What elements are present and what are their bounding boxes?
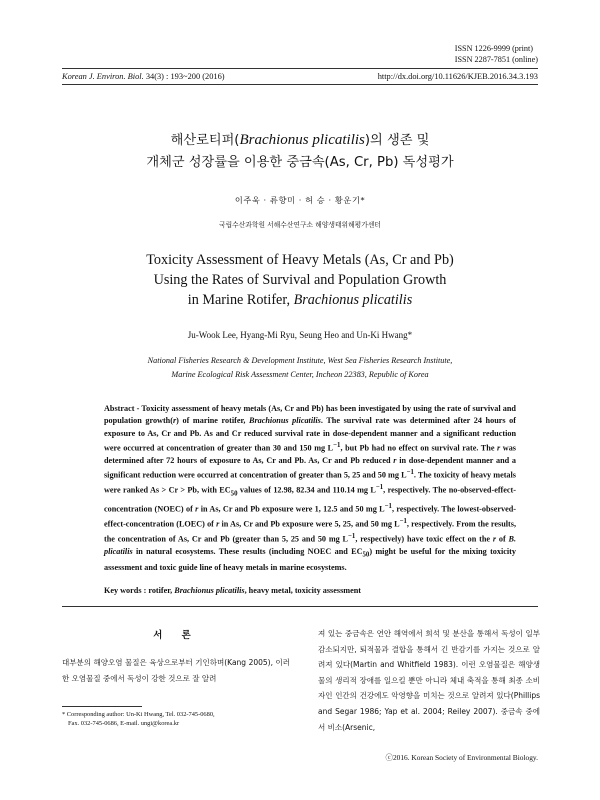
english-title-line1: Toxicity Assessment of Heavy Metals (As, Cr and Pb) [146, 252, 454, 268]
footnote-line2: Fax. 032-745-0686, E-mail. ungi@korea.kr [68, 720, 180, 727]
abstract-rule [62, 606, 538, 607]
footnote-rule [62, 706, 142, 707]
copyright: ⓒ2016. Korean Society of Environmental Biology. [385, 753, 538, 762]
journal-citation [62, 72, 225, 81]
english-affiliation-line1: National Fisheries Research & Development Institute, West Sea Fisheries Research Institute, [147, 356, 453, 365]
header-rule-top [62, 68, 538, 69]
issn-online: ISSN 2287-7851 (online) [454, 55, 538, 64]
korean-authors: 이주욱 · 류향미 · 허 승 · 황운기* [234, 195, 366, 205]
doi-link[interactable]: http://dx.doi.org/10.11626/KJEB.2016.34.3.193 [377, 72, 538, 81]
issn-block [455, 43, 538, 65]
korean-title-post: )의 생존 및 [364, 133, 430, 148]
english-affiliation [0, 354, 600, 381]
corresponding-author-footnote [62, 710, 292, 728]
korean-affiliation: 국립수산과학원 서해수산연구소 해양생태위해평가센터 [219, 221, 381, 229]
abstract-text: Abstract - Toxicity assessment of heavy metals (As, Cr and Pb) has been investigated by using the rate of survival and population growth(r) of marine rotifer, Brachionus plicatilis. The survival rate was determined after 24 hours of exposure to As, Cr and Pb. As and Cr reduced survival rate in dose-dependent manner and a significant reduction were occurred at concentration of greater than 30 and 150 mg $L^{-1}$, but Pb had no effect on survival rate. The r was determined after 72 hours of exposure to As, Cr and Pb. As, Cr and Pb reduced r in dose-dependent manner and a significant reduction were occurred at concentration of greater than 5, 25 and 50 mg $L^{-1}$. The toxicity of heavy metals were ranked As > Cr > Pb, with $EC_{50}$ values of 12.98, 82.34 and 110.14 mg $L^{-1}$, respectively. The no-observed-effect-concentration (NOEC) of r in As, Cr and Pb exposure were 1, 12.5 and 50 mg $L^{-1}$, respectively. The lowest-observed-effect-concentration (LOEC) of r in As, Cr and Pb exposure were 5, 25, and 50 mg $L^{-1}$, respectively. From the results, the concentration of As, Cr and Pb (greater than 5, 25 and 50 mg $L^{-1}$, respectively) have toxic effect on the r of B. plicatilis in natural ecosystems. These results (including NOEC and $EC_{50}$) might be useful for the mixing toxicity assessment and toxic guide line of heavy metals in marine ecosystems. [104, 404, 517, 572]
english-title-line3 [0, 290, 600, 310]
keywords-post: , heavy metal, toxicity assessment [244, 586, 361, 595]
korean-title-species: Brachionus plicatilis [239, 132, 365, 148]
english-title-line2: Using the Rates of Survival and Population Growth [153, 272, 447, 288]
korean-title-line2: 개체군 성장률을 이용한 중금속(As, Cr, Pb) 독성평가 [146, 155, 454, 170]
intro-right-column: 져 있는 중금속은 연안 해역에서 희석 및 분산을 통해서 독성이 일부 감소되지만, 퇴적물과 결합을 통해서 긴 반감기를 가지는 것으로 알려져 있다(Martin and Whitfield 1983). 이런 오염물질은 해양생물의 생리적 장애를 일으킬 뿐만 아니라 체내 축적을 통해 최종 소비자인 인간의 건강에도 악영향을 미치는 것으로 알려져 있다(Phillips and Segar 1986; Yap et al. 2004; Reiley 2007). 중금속 중에서 비소(Arsenic, [318, 629, 540, 732]
journal-issue: 34(3) : 193~200 (2016) [145, 72, 225, 81]
header-rule-bottom [62, 84, 538, 85]
journal-name: Korean J. Environ. Biol. [62, 72, 144, 81]
keywords-pre: Key words : rotifer, [104, 586, 175, 595]
abstract [104, 403, 516, 574]
english-title-species: Brachionus plicatilis [293, 292, 413, 308]
footnote-line1: * Corresponding author: Un-Ki Hwang, Tel. 032-745-0680, [62, 711, 215, 718]
section-heading-intro: 서 론 [153, 630, 199, 641]
korean-title-pre: 해산로티퍼( [170, 133, 240, 148]
intro-left-column: 대부분의 해양오염 물질은 육상으로부터 기인하며(Kang 2005), 이러한 오염물질 중에서 독성이 강한 것으로 잘 알려 [62, 658, 290, 683]
english-authors: Ju-Wook Lee, Hyang-Mi Ryu, Seung Heo and Un-Ki Hwang* [187, 330, 413, 340]
english-title-pre: in Marine Rotifer, [187, 292, 294, 308]
korean-title-line1 [0, 131, 600, 150]
keywords-species: Brachionus plicatilis [174, 586, 245, 595]
keywords [104, 586, 516, 595]
english-affiliation-line2: Marine Ecological Risk Assessment Center, Incheon 22383, Republic of Korea [171, 369, 429, 379]
issn-print: ISSN 1226-9999 (print) [454, 44, 533, 53]
